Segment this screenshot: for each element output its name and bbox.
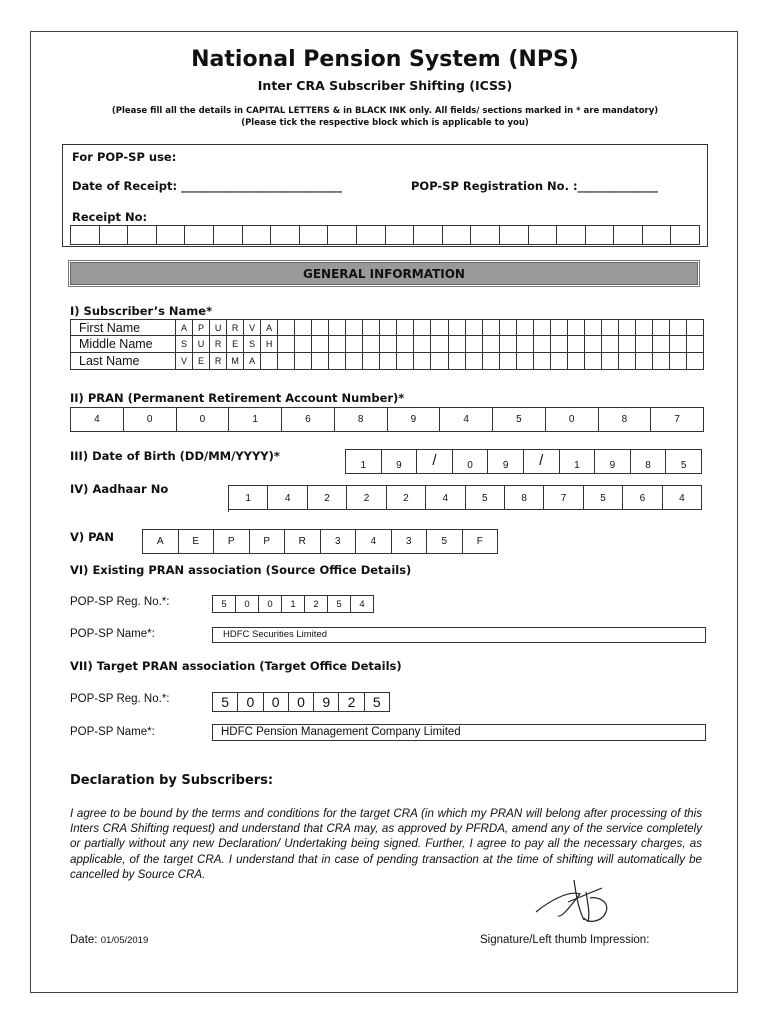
name-letter xyxy=(431,336,448,353)
name-letter xyxy=(500,336,517,353)
receipt-cell xyxy=(71,225,100,245)
pran-digit: 0 xyxy=(546,407,599,432)
receipt-cell xyxy=(271,225,300,245)
name-letter xyxy=(278,319,295,336)
aadhaar-digit: 8 xyxy=(505,485,544,510)
name-letter xyxy=(517,353,534,370)
pan-char: A xyxy=(143,529,179,554)
name-letter xyxy=(278,353,295,370)
target-office-heading: VII) Target PRAN association (Target Office Details) xyxy=(70,659,402,673)
declaration-heading: Declaration by Subscribers: xyxy=(70,773,274,788)
name-letter xyxy=(568,319,585,336)
pran-digit: 7 xyxy=(651,407,704,432)
target-reg-cells[interactable] xyxy=(212,692,390,712)
receipt-cell xyxy=(100,225,129,245)
name-letter xyxy=(670,319,687,336)
pan-heading: V) PAN xyxy=(70,530,115,544)
name-letter xyxy=(466,319,483,336)
name-letter xyxy=(483,319,500,336)
pop-sp-registration-field[interactable]: POP-SP Registration No. :______________ xyxy=(411,179,659,193)
receipt-cell xyxy=(357,225,386,245)
name-letter xyxy=(346,336,363,353)
source-name-field[interactable] xyxy=(212,627,706,643)
receipt-cell xyxy=(586,225,615,245)
name-letter xyxy=(295,319,312,336)
name-letter-cells[interactable] xyxy=(175,319,704,336)
source-reg-digit: 0 xyxy=(236,595,259,613)
declaration-text: I agree to be bound by the terms and conditions for the target CRA (in which my PRAN will belong after processing of this Inters CRA Shifting request) and understand that CRA may, as approved by PFRDA, amend any of the service completely or partially without any new Declaration/ Undertaking being signed. Further, I agree to pay all the necessary charges, as applicable, of the target CRA. I understand that in case of pending transaction at the time of shifting will automatically be cancelled by Source CRA. xyxy=(70,807,702,881)
name-letter xyxy=(329,319,346,336)
dob-day-digit: 1 xyxy=(346,449,382,474)
aadhaar-digit: 7 xyxy=(544,485,583,510)
name-letter: U xyxy=(193,336,210,353)
name-letter xyxy=(449,319,466,336)
name-row-label: Middle Name xyxy=(70,336,175,353)
receipt-no-label: Receipt No: xyxy=(72,210,148,224)
name-letter: S xyxy=(244,336,261,353)
name-letter xyxy=(483,336,500,353)
dob-year-digit: 9 xyxy=(595,449,631,474)
dob-heading: III) Date of Birth (DD/MM/YYYY)* xyxy=(70,449,280,463)
receipt-no-cells[interactable] xyxy=(70,225,700,245)
name-letter xyxy=(312,336,329,353)
dob-separator: / xyxy=(417,449,453,474)
dob-cells[interactable] xyxy=(345,449,702,474)
pran-heading: II) PRAN (Permanent Retirement Account Number)* xyxy=(70,391,405,405)
aadhaar-digit: 4 xyxy=(426,485,465,510)
name-letter: P xyxy=(193,319,210,336)
target-reg-digit: 2 xyxy=(339,692,364,712)
source-reg-label: POP-SP Reg. No.*: xyxy=(70,596,170,608)
pan-char: P xyxy=(250,529,286,554)
name-letter xyxy=(687,319,704,336)
dob-month-digit: 0 xyxy=(453,449,489,474)
pan-char: R xyxy=(285,529,321,554)
name-letter xyxy=(534,353,551,370)
signature-label: Signature/Left thumb Impression: xyxy=(480,934,650,946)
source-office-heading: VI) Existing PRAN association (Source Office Details) xyxy=(70,563,412,577)
name-letter xyxy=(653,353,670,370)
name-row-label: First Name xyxy=(70,319,175,336)
pop-sp-use-heading: For POP-SP use: xyxy=(72,150,177,164)
pran-digit: 0 xyxy=(177,407,230,432)
pran-digit: 5 xyxy=(493,407,546,432)
pran-cells[interactable] xyxy=(70,407,704,432)
name-letter xyxy=(466,353,483,370)
source-reg-digit: 2 xyxy=(305,595,328,613)
name-letter: M xyxy=(227,353,244,370)
name-letter xyxy=(585,319,602,336)
dob-year-digit: 5 xyxy=(666,449,702,474)
name-letter: E xyxy=(227,336,244,353)
name-letter xyxy=(397,319,414,336)
name-row xyxy=(70,353,704,370)
target-reg-digit: 0 xyxy=(264,692,289,712)
aadhaar-digit: 5 xyxy=(466,485,505,510)
instruction-capital-letters: (Please fill all the details in CAPITAL LETTERS & in BLACK INK only. All fields/ sections marked in * are mandatory) xyxy=(111,106,659,116)
pan-cells[interactable] xyxy=(142,529,498,554)
name-letter xyxy=(500,353,517,370)
source-name-value: HDFC Securities Limited xyxy=(223,629,327,640)
name-letter xyxy=(602,336,619,353)
name-letter: A xyxy=(176,319,193,336)
source-reg-digit: 5 xyxy=(328,595,351,613)
name-row xyxy=(70,336,704,353)
receipt-cell xyxy=(300,225,329,245)
name-letter xyxy=(636,336,653,353)
name-letter xyxy=(414,319,431,336)
pran-digit: 4 xyxy=(440,407,493,432)
name-letter xyxy=(363,353,380,370)
source-name-label: POP-SP Name*: xyxy=(70,628,155,640)
name-letter xyxy=(568,353,585,370)
name-letter xyxy=(329,353,346,370)
aadhaar-digit: 6 xyxy=(623,485,662,510)
aadhaar-digit: 2 xyxy=(308,485,347,510)
name-letter xyxy=(261,353,278,370)
name-letter xyxy=(636,353,653,370)
name-letter xyxy=(585,336,602,353)
name-letter xyxy=(653,336,670,353)
pan-char: 4 xyxy=(356,529,392,554)
name-letter xyxy=(551,319,568,336)
pan-char: E xyxy=(179,529,215,554)
name-letter xyxy=(551,336,568,353)
name-letter xyxy=(636,319,653,336)
name-letter xyxy=(687,353,704,370)
target-name-value: HDFC Pension Management Company Limited xyxy=(221,726,461,738)
subscriber-name-heading: I) Subscriber’s Name* xyxy=(70,304,213,318)
name-letter xyxy=(534,336,551,353)
name-letter xyxy=(602,353,619,370)
name-letter: V xyxy=(244,319,261,336)
name-letter xyxy=(602,319,619,336)
receipt-cell xyxy=(529,225,558,245)
name-letter: H xyxy=(261,336,278,353)
target-name-field[interactable] xyxy=(212,724,706,741)
subscriber-name-grid[interactable] xyxy=(70,319,704,370)
pran-digit: 1 xyxy=(229,407,282,432)
instruction-tick-block: (Please tick the respective block which is applicable to you) xyxy=(241,118,529,128)
name-letter xyxy=(329,336,346,353)
name-letter: A xyxy=(244,353,261,370)
target-reg-label: POP-SP Reg. No.*: xyxy=(70,693,170,705)
pan-char: F xyxy=(463,529,499,554)
source-reg-digit: 0 xyxy=(259,595,282,613)
name-letter xyxy=(414,353,431,370)
name-letter: U xyxy=(210,319,227,336)
receipt-cell xyxy=(414,225,443,245)
target-reg-digit: 5 xyxy=(365,692,390,712)
name-letter xyxy=(312,319,329,336)
receipt-cell xyxy=(671,225,700,245)
name-letter xyxy=(380,353,397,370)
name-letter: R xyxy=(210,336,227,353)
receipt-cell xyxy=(243,225,272,245)
dob-separator: / xyxy=(524,449,560,474)
receipt-cell xyxy=(328,225,357,245)
pran-digit: 9 xyxy=(388,407,441,432)
receipt-cell xyxy=(157,225,186,245)
name-letter xyxy=(568,336,585,353)
name-letter xyxy=(619,353,636,370)
name-letter xyxy=(414,336,431,353)
dob-year-digit: 8 xyxy=(631,449,667,474)
name-letter xyxy=(380,319,397,336)
name-letter xyxy=(449,336,466,353)
name-letter xyxy=(619,336,636,353)
name-letter xyxy=(380,336,397,353)
name-letter xyxy=(397,336,414,353)
pran-digit: 6 xyxy=(282,407,335,432)
name-letter xyxy=(295,336,312,353)
name-letter xyxy=(312,353,329,370)
name-letter xyxy=(551,353,568,370)
name-letter-cells[interactable] xyxy=(175,353,704,370)
aadhaar-digit: 1 xyxy=(229,485,268,510)
general-information-header: GENERAL INFORMATION xyxy=(70,262,698,285)
name-letter-cells[interactable] xyxy=(175,336,704,353)
name-row-label: Last Name xyxy=(70,353,175,370)
aadhaar-digit: 2 xyxy=(347,485,386,510)
name-letter xyxy=(346,319,363,336)
source-reg-digit: 1 xyxy=(282,595,305,613)
name-letter xyxy=(500,319,517,336)
name-letter xyxy=(397,353,414,370)
pan-char: 5 xyxy=(427,529,463,554)
name-letter: R xyxy=(227,319,244,336)
name-letter xyxy=(534,319,551,336)
name-letter xyxy=(363,336,380,353)
aadhaar-heading: IV) Aadhaar No xyxy=(70,482,169,496)
name-letter xyxy=(295,353,312,370)
date-label-text: Date: xyxy=(70,934,98,946)
pan-char: 3 xyxy=(321,529,357,554)
form-subtitle: Inter CRA Subscriber Shifting (ICSS) xyxy=(257,78,513,93)
name-letter: R xyxy=(210,353,227,370)
dob-month-digit: 9 xyxy=(488,449,524,474)
target-reg-digit: 5 xyxy=(213,692,238,712)
receipt-cell xyxy=(128,225,157,245)
source-reg-digit: 4 xyxy=(351,595,374,613)
name-letter xyxy=(619,319,636,336)
dob-year-digit: 1 xyxy=(560,449,596,474)
receipt-cell xyxy=(557,225,586,245)
source-reg-cells[interactable] xyxy=(212,595,374,613)
aadhaar-digit: 4 xyxy=(268,485,307,510)
receipt-cell xyxy=(614,225,643,245)
receipt-cell xyxy=(214,225,243,245)
name-letter xyxy=(585,353,602,370)
name-letter: A xyxy=(261,319,278,336)
date-value[interactable]: 01/05/2019 xyxy=(100,935,149,946)
target-reg-digit: 9 xyxy=(314,692,339,712)
target-name-label: POP-SP Name*: xyxy=(70,726,155,738)
name-row xyxy=(70,319,704,336)
aadhaar-digit: 5 xyxy=(584,485,623,510)
pran-digit: 0 xyxy=(124,407,177,432)
name-letter xyxy=(466,336,483,353)
pran-digit: 8 xyxy=(335,407,388,432)
pran-digit: 4 xyxy=(71,407,124,432)
target-reg-digit: 0 xyxy=(238,692,263,712)
name-letter xyxy=(278,336,295,353)
receipt-cell xyxy=(643,225,672,245)
receipt-cell xyxy=(471,225,500,245)
name-letter xyxy=(431,353,448,370)
target-reg-digit: 0 xyxy=(289,692,314,712)
name-letter xyxy=(483,353,500,370)
pran-digit: 8 xyxy=(599,407,652,432)
name-letter xyxy=(363,319,380,336)
aadhaar-digit: 2 xyxy=(387,485,426,510)
name-letter xyxy=(670,336,687,353)
name-letter: S xyxy=(176,336,193,353)
name-letter xyxy=(670,353,687,370)
receipt-cell xyxy=(500,225,529,245)
name-letter: E xyxy=(193,353,210,370)
dob-day-digit: 9 xyxy=(382,449,418,474)
form-title: National Pension System (NPS) xyxy=(191,47,579,72)
receipt-cell xyxy=(443,225,472,245)
date-label xyxy=(70,934,148,946)
name-letter xyxy=(517,319,534,336)
name-letter: V xyxy=(176,353,193,370)
pan-char: P xyxy=(214,529,250,554)
source-reg-digit: 5 xyxy=(213,595,236,613)
receipt-cell xyxy=(386,225,415,245)
signature-mark xyxy=(528,872,618,928)
aadhaar-digit: 4 xyxy=(663,485,702,510)
name-letter xyxy=(517,336,534,353)
name-letter xyxy=(431,319,448,336)
pan-char: 3 xyxy=(392,529,428,554)
name-letter xyxy=(449,353,466,370)
name-letter xyxy=(653,319,670,336)
name-letter xyxy=(687,336,704,353)
receipt-cell xyxy=(185,225,214,245)
aadhaar-cells[interactable] xyxy=(228,485,702,512)
name-letter xyxy=(346,353,363,370)
date-of-receipt-field[interactable]: Date of Receipt: ____________________________ xyxy=(72,179,343,193)
